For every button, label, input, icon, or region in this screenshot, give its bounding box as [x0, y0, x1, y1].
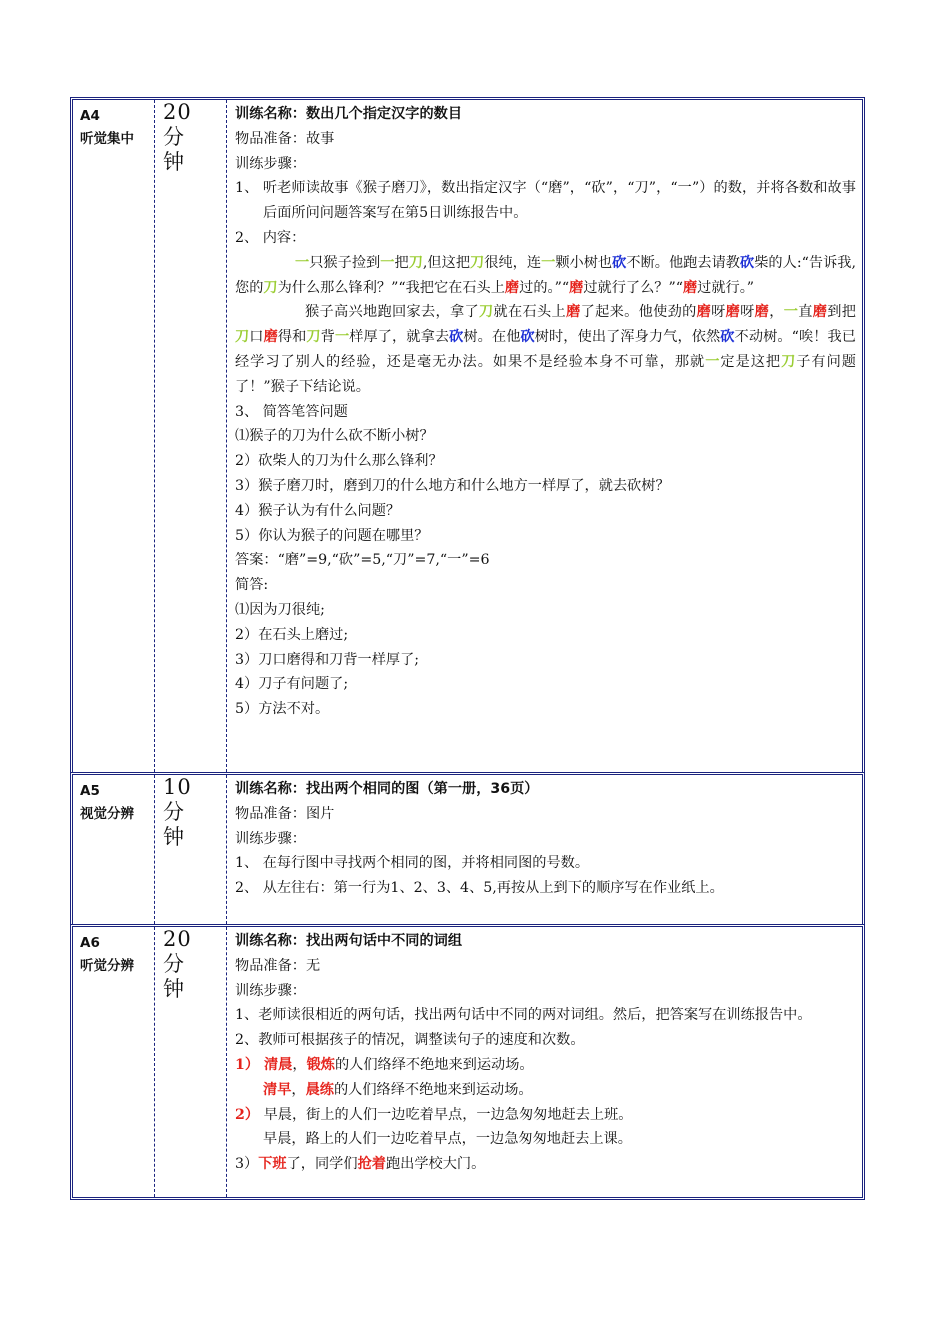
example-2b: 早晨，路上的人们一边吃着早点，一边急匆匆地赶去上课。	[263, 1131, 632, 1148]
duration-value: 20 分	[163, 927, 192, 976]
steps-label: 训练步骤：	[235, 982, 306, 999]
short-answer-1: ⑴因为刀很纯;	[235, 601, 325, 618]
content-cell	[227, 100, 862, 772]
example-2a: 2） 早晨，街上的人们一边吃着早点，一边急匆匆地赶去上班。	[235, 1106, 633, 1123]
code-cell	[73, 927, 155, 1197]
duration-value: 10 分	[163, 775, 192, 824]
training-table	[70, 97, 865, 1200]
steps-label: 训练步骤：	[235, 830, 306, 847]
duration-cell	[155, 775, 227, 924]
duration-value: 20 分	[163, 100, 192, 149]
row-code: A5	[80, 783, 100, 799]
short-answer-5: 5）方法不对。	[235, 701, 330, 718]
question-2: 2）砍柴人的刀为什么那么锋利？	[235, 453, 443, 470]
duration-unit: 钟	[163, 977, 185, 1001]
content-cell	[227, 927, 862, 1197]
short-answer-4: 4）刀子有问题了;	[235, 676, 349, 693]
materials: 物品准备：图片	[235, 805, 335, 822]
table-row-a4	[70, 97, 865, 772]
question-4: 4）猴子认为有什么问题？	[235, 502, 401, 519]
content-cell	[227, 775, 862, 924]
row-category: 视觉分辨	[80, 806, 134, 822]
short-answer-2: 2）在石头上磨过;	[235, 626, 349, 643]
row-code: A4	[80, 108, 100, 124]
short-answer-3: 3）刀口磨得和刀背一样厚了;	[235, 651, 420, 668]
materials: 物品准备：故事	[235, 130, 335, 147]
step-2: 2、教师可根据孩子的情况，调整读句子的速度和次数。	[235, 1032, 585, 1049]
question-1: ⑴猴子的刀为什么砍不断小树？	[235, 428, 434, 445]
training-title: 训练名称：找出两句话中不同的词组	[235, 933, 463, 949]
code-cell	[73, 775, 155, 924]
duration-cell	[155, 927, 227, 1197]
example-3a: 3）下班了，同学们抢着跑出学校大门。	[235, 1156, 486, 1173]
story-text: 一只猴子捡到一把刀,但这把刀很纯，连一颗小树也砍不断。他跑去请教砍柴的人:“告诉我,您的刀为什么那么锋利？”“我把它在石头上磨过的。”“磨过就行了么？”“磨过就行。” 猴子高兴地跑回家去，拿了刀就在石头上磨了起来。他使劲的磨呀磨呀磨，一直磨到把刀口磨得和刀背一样厚了，就拿去砍树。在他砍树时，使出了浑身力气，依然砍不动树。“唉！我已经学习了别人的经验，还是毫无办法。如果不是经验本身不可靠，那就一定是这把刀子有问题了！”猴子下结论说。	[235, 254, 856, 395]
steps-label: 训练步骤：	[235, 155, 306, 172]
question-5: 5）你认为猴子的问题在哪里？	[235, 527, 429, 544]
duration-unit: 钟	[163, 150, 185, 174]
row-code: A6	[80, 935, 100, 951]
code-cell	[73, 100, 155, 772]
question-3: 3）猴子磨刀时，磨到刀的什么地方和什么地方一样厚了，就去砍树？	[235, 477, 670, 494]
step-1: 1、老师读很相近的两句话，找出两句话中不同的两对词组。然后，把答案写在训练报告中。	[235, 1007, 812, 1024]
step-2: 2、 内容：	[235, 229, 306, 246]
row-category: 听觉分辨	[80, 958, 134, 974]
step-1: 1、 在每行图中寻找两个相同的图，并将相同图的号数。	[235, 855, 590, 872]
example-1b: 清早，晨练的人们络绎不绝地来到运动场。	[263, 1081, 533, 1098]
short-answer-label: 简答:	[235, 577, 269, 594]
step-2: 2、 从左往右：第一行为1、2、3、4、5,再按从上到下的顺序写在作业纸上。	[235, 880, 724, 897]
duration-cell	[155, 100, 227, 772]
training-title: 训练名称：数出几个指定汉字的数目	[235, 106, 463, 122]
table-row-a6	[70, 924, 865, 1200]
training-title: 训练名称：找出两个相同的图（第一册，36页）	[235, 781, 539, 797]
answer: 答案：“磨”=9,“砍”=5,“刀”=7,“一”=6	[235, 552, 490, 569]
step-1: 1、 听老师读故事《猴子磨刀》，数出指定汉字（“磨”，“砍”，“刀”，“一”）的数，并将各数和故事后面所问问题答案写在第5日训练报告中。	[235, 180, 856, 222]
duration-unit: 钟	[163, 825, 185, 849]
materials: 物品准备：无	[235, 957, 321, 974]
row-category: 听觉集中	[80, 131, 134, 147]
example-1a: 1） 清晨，锻炼的人们络绎不绝地来到运动场。	[235, 1056, 534, 1073]
table-row-a5	[70, 772, 865, 924]
step-3: 3、 简答笔答问题	[235, 403, 348, 420]
